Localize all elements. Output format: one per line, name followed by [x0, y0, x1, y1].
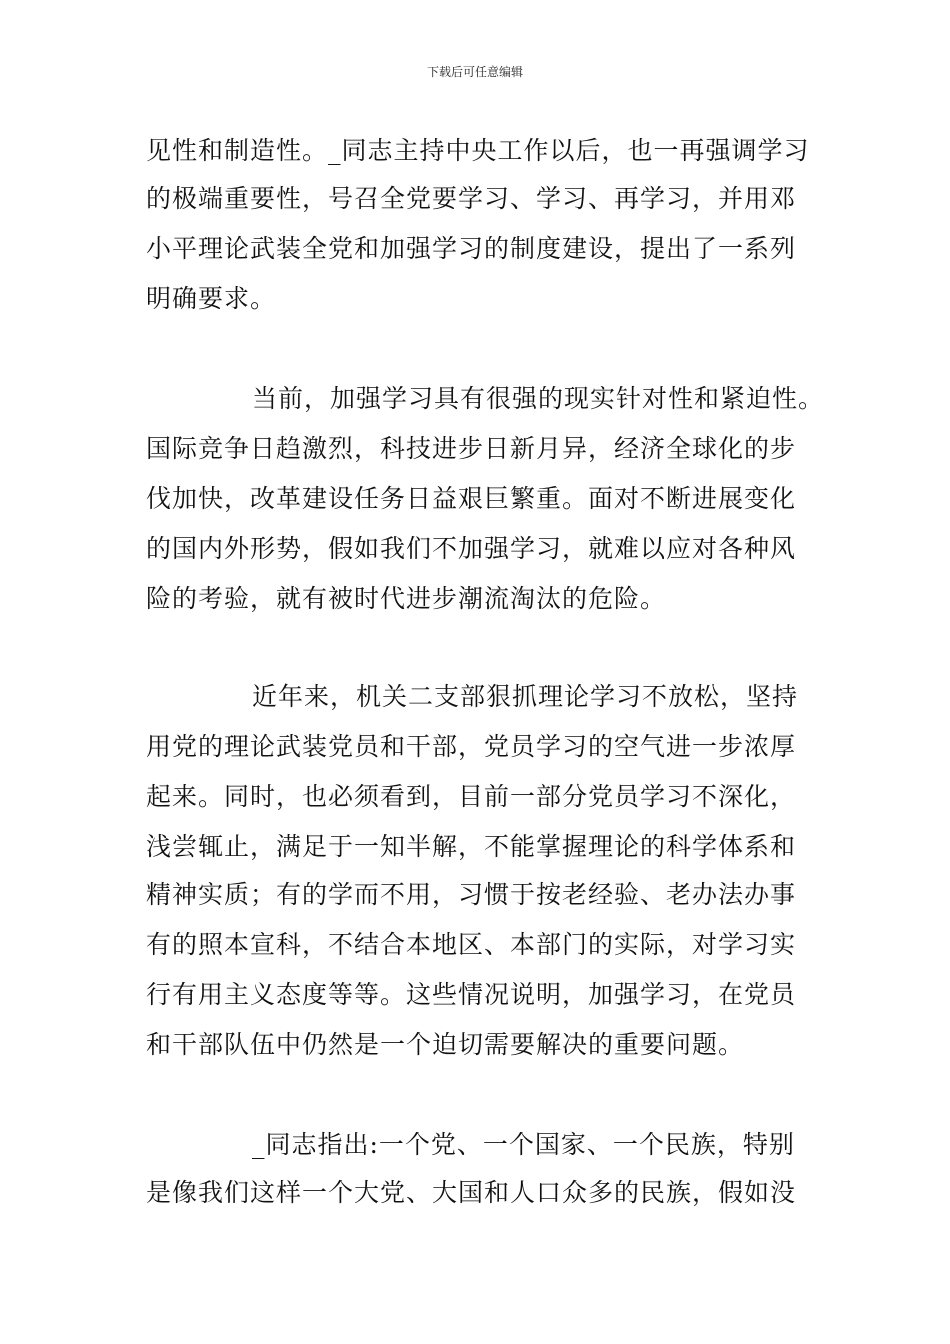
text-line: _同志指出:一个党、一个国家、一个民族，特别 [252, 1130, 795, 1159]
text-line: 小平理论武装全党和加强学习的制度建设，提出了一系列 [146, 234, 797, 263]
text-line: 近年来，机关二支部狠抓理论学习不放松，坚持 [252, 682, 799, 711]
text-line: 的极端重要性，号召全党要学习、学习、再学习，并用邓 [146, 184, 797, 213]
text-line: 的国内外形势，假如我们不加强学习，就难以应对各种风 [146, 534, 797, 563]
text-line: 精神实质；有的学而不用，习惯于按老经验、老办法办事 [146, 880, 797, 909]
text-line: 行有用主义态度等等。这些情况说明，加强学习，在党员 [146, 980, 797, 1009]
text-line: 浅尝辄止，满足于一知半解，不能掌握理论的科学体系和 [146, 832, 797, 861]
text-line: 当前，加强学习具有很强的现实针对性和紧迫性。 [252, 384, 825, 413]
text-line: 起来。同时，也必须看到，目前一部分党员学习不深化， [146, 782, 797, 811]
text-line: 是像我们这样一个大党、大国和人口众多的民族，假如没 [146, 1178, 797, 1207]
text-line: 明确要求。 [146, 284, 277, 313]
text-line: 国际竞争日趋激烈，科技进步日新月异，经济全球化的步 [146, 434, 797, 463]
text-line: 险的考验，就有被时代进步潮流淘汰的危险。 [146, 584, 667, 613]
text-line: 用党的理论武装党员和干部，党员学习的空气进一步浓厚 [146, 732, 797, 761]
page-header: 下载后可任意编辑 [426, 65, 523, 79]
text-line: 伐加快，改革建设任务日益艰巨繁重。面对不断进展变化 [146, 484, 797, 513]
text-line: 见性和制造性。_同志主持中央工作以后，也一再强调学习 [146, 136, 810, 165]
text-line: 和干部队伍中仍然是一个迫切需要解决的重要问题。 [146, 1030, 745, 1059]
text-line: 有的照本宣科，不结合本地区、本部门的实际，对学习实 [146, 930, 797, 959]
